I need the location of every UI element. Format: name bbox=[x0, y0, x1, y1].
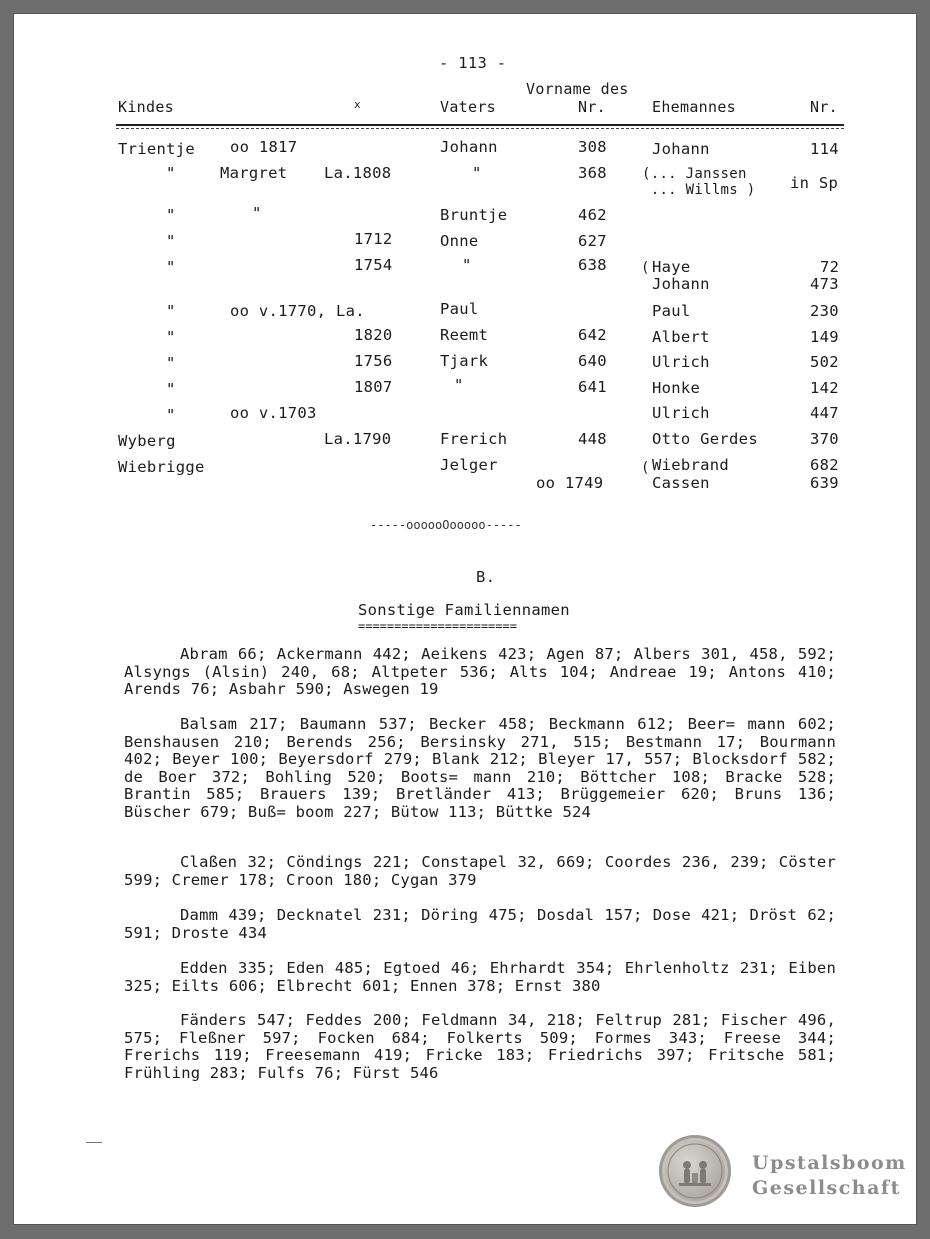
seal-emblem bbox=[659, 1135, 731, 1207]
ehemann-name: Paul bbox=[652, 302, 691, 320]
ehemann-nr: 502 bbox=[810, 353, 839, 371]
kind-name: Trientje bbox=[118, 140, 196, 158]
vater-nr: 640 bbox=[578, 352, 607, 370]
ehemann-nr: 114 bbox=[810, 140, 839, 158]
kind-name: Wyberg bbox=[118, 432, 176, 450]
header-kindes: Kindes bbox=[118, 98, 174, 116]
vater-nr: 462 bbox=[578, 206, 607, 224]
section-title-underline: ====================== bbox=[358, 619, 517, 633]
ehemann-name: Otto Gerdes bbox=[652, 430, 758, 448]
kind-name: " bbox=[166, 302, 176, 320]
kind-extra: oo 1817 bbox=[230, 138, 298, 156]
header-vaters: Vaters bbox=[440, 98, 496, 116]
vater-name: Jelger bbox=[440, 456, 498, 474]
header-nr-ehemann: Nr. bbox=[810, 98, 838, 116]
ehemann-nr: 370 bbox=[810, 430, 839, 448]
ehemann-nr-2: 639 bbox=[810, 474, 839, 492]
paragraph-e: Edden 335; Eden 485; Egtoed 46; Ehrhardt 354; Ehrlenholtz 231; Eiben 325; Eilts 606; Elbrecht 601; Ennen 378; Ernst 380 bbox=[124, 959, 836, 995]
kind-date: La.1790 bbox=[324, 430, 392, 448]
kind-extra: " bbox=[252, 204, 262, 222]
vater-nr: 638 bbox=[578, 256, 607, 274]
vater-nr: 627 bbox=[578, 232, 607, 250]
watermark-line2: Gesellschaft bbox=[752, 1177, 901, 1199]
header-rule-lower bbox=[116, 128, 844, 129]
ehemann-nr: 682 bbox=[810, 456, 839, 474]
ehemann-nr: in Sp bbox=[790, 174, 839, 192]
kind-name: " bbox=[166, 354, 176, 372]
kind-name: " bbox=[166, 258, 176, 276]
ehemann-name: Haye bbox=[652, 258, 691, 276]
kind-date: La.1808 bbox=[324, 164, 392, 182]
header-marker: x bbox=[354, 98, 361, 111]
ehemann-name: Ulrich bbox=[652, 353, 710, 371]
vater-name: Paul bbox=[440, 300, 479, 318]
paragraph-d: Damm 439; Decknatel 231; Döring 475; Dosdal 157; Dose 421; Dröst 62; 591; Droste 434 bbox=[124, 906, 836, 942]
document-page bbox=[14, 14, 916, 1224]
header-nr-vater: Nr. bbox=[578, 98, 606, 116]
kind-date: 1754 bbox=[354, 256, 393, 274]
vater-nr: 642 bbox=[578, 326, 607, 344]
paragraph-a: Abram 66; Ackermann 442; Aeikens 423; Agen 87; Albers 301, 458, 592; Alsyngs (Alsin) 240, 68; Altpeter 536; Alts 104; Andreae 19; Antons 410; Arends 76; Asbahr 590; Aswegen 19 bbox=[124, 645, 836, 698]
kind-date: 1820 bbox=[354, 326, 393, 344]
kind-date: 1756 bbox=[354, 352, 393, 370]
kind-name: " bbox=[166, 406, 176, 424]
vater-name: Tjark bbox=[440, 352, 489, 370]
margin-mark bbox=[86, 1142, 102, 1143]
ehemann-nr: 142 bbox=[810, 379, 839, 397]
brace-open: ( bbox=[641, 260, 650, 276]
vater-name: " bbox=[454, 376, 464, 394]
vater-nr: oo 1749 bbox=[536, 474, 604, 492]
ehemann-nr: 230 bbox=[810, 302, 839, 320]
vater-nr: 448 bbox=[578, 430, 607, 448]
vater-name: Bruntje bbox=[440, 206, 508, 224]
header-ehemannes: Ehemannes bbox=[652, 98, 736, 116]
ehemann-name: Johann bbox=[652, 140, 710, 158]
separator: -----oooooOooooo----- bbox=[370, 518, 522, 532]
kind-date: 1807 bbox=[354, 378, 393, 396]
kind-name: " bbox=[166, 206, 176, 224]
ehemann-name-2: Johann bbox=[652, 275, 710, 293]
section-title: Sonstige Familiennamen bbox=[358, 601, 570, 619]
ehemann-name: Wiebrand bbox=[652, 456, 730, 474]
brace-open: ( bbox=[641, 460, 650, 476]
page-number: - 113 - bbox=[439, 54, 507, 72]
kind-extra: oo v.1770, La. bbox=[230, 302, 365, 320]
vater-nr: 308 bbox=[578, 138, 607, 156]
header-rule bbox=[116, 124, 844, 126]
vater-name: Reemt bbox=[440, 326, 489, 344]
vater-name: Onne bbox=[440, 232, 479, 250]
watermark-line1: Upstalsboom bbox=[752, 1152, 907, 1174]
paragraph-c: Claßen 32; Cöndings 221; Constapel 32, 669; Coordes 236, 239; Cöster 599; Cremer 178; Croon 180; Cygan 379 bbox=[124, 853, 836, 889]
kind-name: " bbox=[166, 164, 176, 182]
kind-name: Wiebrigge bbox=[118, 458, 205, 476]
vater-nr: 368 bbox=[578, 164, 607, 182]
paragraph-f: Fänders 547; Feddes 200; Feldmann 34, 218; Feltrup 281; Fischer 496, 575; Fleßner 597; Focken 684; Folkerts 509; Formes 343; Freese 344; Frerichs 119; Freesemann 419; Fricke 183; Friedrichs 397; Fritsche 581; Frühling 283; Fulfs 76; Fürst 546 bbox=[124, 1011, 836, 1082]
paragraph-b: Balsam 217; Baumann 537; Becker 458; Beckmann 612; Beer= mann 602; Benshausen 210; Berends 256; Bersinsky 271, 515; Bestmann 17; Bourmann 402; Beyer 100; Beyersdorf 279; Blank 212; Bleyer 17, 557; Blocksdorf 582; de Boer 372; Bohling 520; Boots= mann 210; Böttcher 108; Bracke 528; Brantin 585; Brauers 139; Bretländer 413; Brüggemeier 620; Bruns 136; Büscher 679; Buß= boom 227; Bütow 113; Büttke 524 bbox=[124, 715, 836, 821]
section-letter: B. bbox=[476, 568, 496, 586]
kind-date: 1712 bbox=[354, 230, 393, 248]
ehemann-name: Ulrich bbox=[652, 404, 710, 422]
kind-name: " bbox=[166, 380, 176, 398]
vater-name: Frerich bbox=[440, 430, 508, 448]
kind-extra: Margret bbox=[220, 164, 288, 182]
ehemann-nr: 72 bbox=[820, 258, 840, 276]
ehemann-nr: 149 bbox=[810, 328, 839, 346]
ehemann-name: Albert bbox=[652, 328, 710, 346]
vater-nr: 641 bbox=[578, 378, 607, 396]
kind-name: " bbox=[166, 232, 176, 250]
vater-name: " bbox=[472, 164, 482, 182]
ehemann-nr: 447 bbox=[810, 404, 839, 422]
ehemann-name: Honke bbox=[652, 379, 701, 397]
seal-icon bbox=[659, 1135, 731, 1207]
ehemann-name: (... Janssen ... Willms ) bbox=[642, 166, 756, 198]
vater-name: " bbox=[462, 256, 472, 274]
header-vorname-des: Vorname des bbox=[526, 80, 629, 98]
ehemann-nr-2: 473 bbox=[810, 275, 839, 293]
vater-name: Johann bbox=[440, 138, 498, 156]
kind-extra: oo v.1703 bbox=[230, 404, 317, 422]
kind-name: " bbox=[166, 328, 176, 346]
ehemann-name-2: Cassen bbox=[652, 474, 710, 492]
